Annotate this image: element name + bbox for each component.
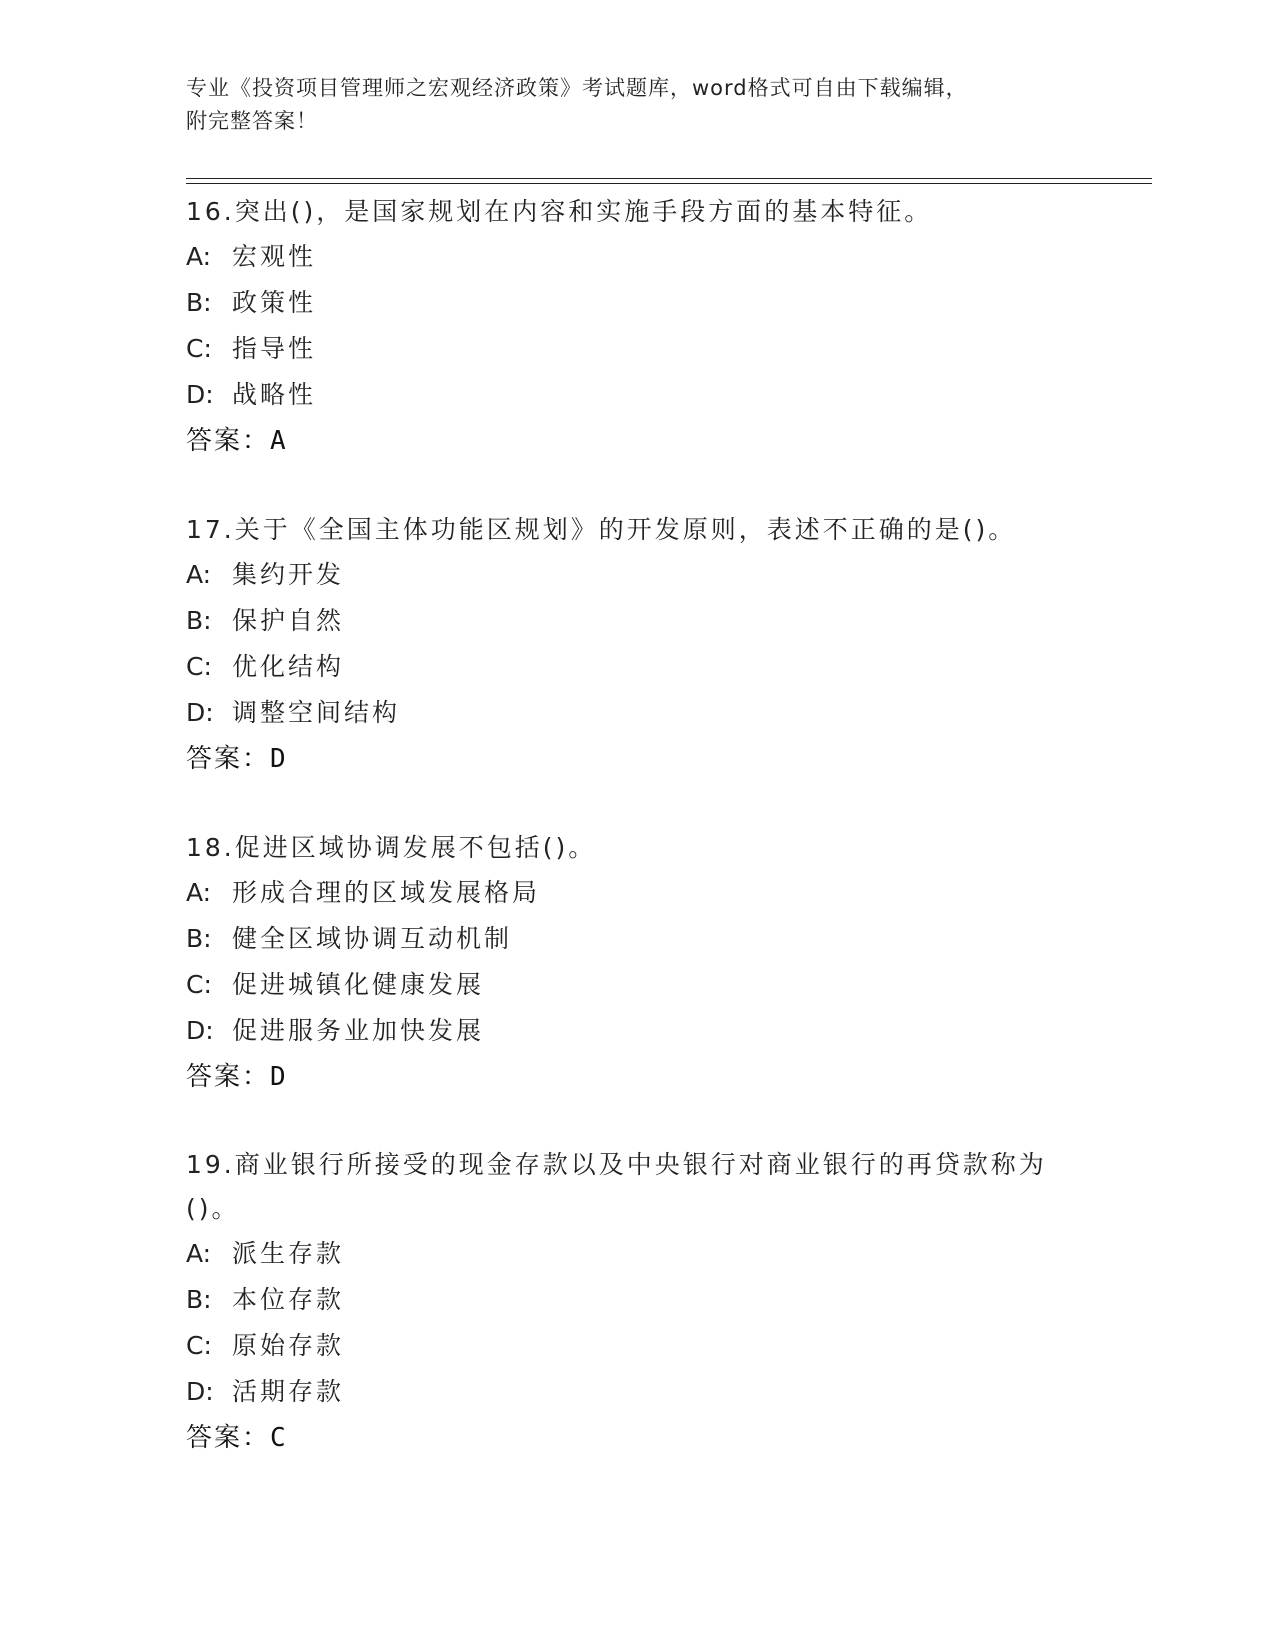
option-text: 保护自然 <box>232 606 345 635</box>
option-text: 优化结构 <box>232 652 345 681</box>
option-d <box>186 1008 1106 1054</box>
question-stem: 16.突出()，是国家规划在内容和实施手段方面的基本特征。 <box>186 197 933 226</box>
option-text: 宏观性 <box>232 242 317 271</box>
option-b <box>186 916 1106 962</box>
question-stem: 17.关于《全国主体功能区规划》的开发原则，表述不正确的是()。 <box>186 515 1017 544</box>
option-b <box>186 598 1106 644</box>
question-stem-line-2: ()。 <box>186 1194 240 1223</box>
option-letter: A: <box>186 560 212 589</box>
option-c <box>186 644 1106 690</box>
option-letter: C: <box>186 970 212 999</box>
option-letter: B: <box>186 288 212 317</box>
option-a <box>186 234 1106 280</box>
option-text: 政策性 <box>232 288 317 317</box>
option-text: 指导性 <box>232 334 317 363</box>
option-text: 促进服务业加快发展 <box>232 1016 485 1045</box>
header-divider-top <box>186 178 1152 179</box>
header-divider-bottom <box>186 183 1152 184</box>
option-letter: C: <box>186 652 212 681</box>
option-letter: C: <box>186 1331 212 1360</box>
option-letter: D: <box>186 1016 214 1045</box>
question-block <box>186 1143 1106 1461</box>
answer-label: 答案： <box>186 744 271 774</box>
question-stem-line-1: 19.商业银行所接受的现金存款以及中央银行对商业银行的再贷款称为 <box>186 1150 1047 1179</box>
option-d <box>186 690 1106 736</box>
option-b <box>186 280 1106 326</box>
option-c <box>186 962 1106 1008</box>
option-text: 战略性 <box>232 380 317 409</box>
option-text: 活期存款 <box>232 1377 345 1406</box>
option-text: 调整空间结构 <box>232 698 401 727</box>
option-c <box>186 1323 1106 1369</box>
option-letter: B: <box>186 924 212 953</box>
question-block <box>186 508 1106 782</box>
question-stem <box>186 1143 1106 1231</box>
option-letter: D: <box>186 380 214 409</box>
option-d <box>186 372 1106 418</box>
option-letter: A: <box>186 878 212 907</box>
option-text: 原始存款 <box>232 1331 345 1360</box>
question-block <box>186 190 1106 464</box>
header-line-2: 附完整答案！ <box>186 109 318 133</box>
answer-value: A <box>270 426 286 456</box>
answer-label: 答案： <box>186 1423 271 1453</box>
answer-label: 答案： <box>186 426 271 456</box>
option-letter: D: <box>186 1377 214 1406</box>
question-stem: 18.促进区域协调发展不包括()。 <box>186 833 597 862</box>
option-letter: B: <box>186 1285 212 1314</box>
answer-line <box>186 418 1106 464</box>
option-text: 形成合理的区域发展格局 <box>232 878 541 907</box>
option-c <box>186 326 1106 372</box>
answer-value: D <box>270 744 286 774</box>
answer-line <box>186 736 1106 782</box>
answer-line <box>186 1415 1106 1461</box>
answer-value: D <box>270 1062 286 1092</box>
document-header <box>186 72 1086 138</box>
option-a <box>186 870 1106 916</box>
option-text: 促进城镇化健康发展 <box>232 970 485 999</box>
option-text: 集约开发 <box>232 560 345 589</box>
option-text: 本位存款 <box>232 1285 345 1314</box>
option-d <box>186 1369 1106 1415</box>
question-block <box>186 826 1106 1100</box>
option-b <box>186 1277 1106 1323</box>
option-text: 派生存款 <box>232 1239 345 1268</box>
answer-value: C <box>270 1423 286 1453</box>
answer-label: 答案： <box>186 1062 271 1092</box>
option-letter: C: <box>186 334 212 363</box>
option-a <box>186 552 1106 598</box>
answer-line <box>186 1054 1106 1100</box>
option-letter: D: <box>186 698 214 727</box>
option-a <box>186 1231 1106 1277</box>
option-letter: A: <box>186 242 212 271</box>
header-line-1: 专业《投资项目管理师之宏观经济政策》考试题库，word格式可自由下载编辑， <box>186 76 968 100</box>
option-letter: B: <box>186 606 212 635</box>
option-text: 健全区域协调互动机制 <box>232 924 513 953</box>
option-letter: A: <box>186 1239 212 1268</box>
